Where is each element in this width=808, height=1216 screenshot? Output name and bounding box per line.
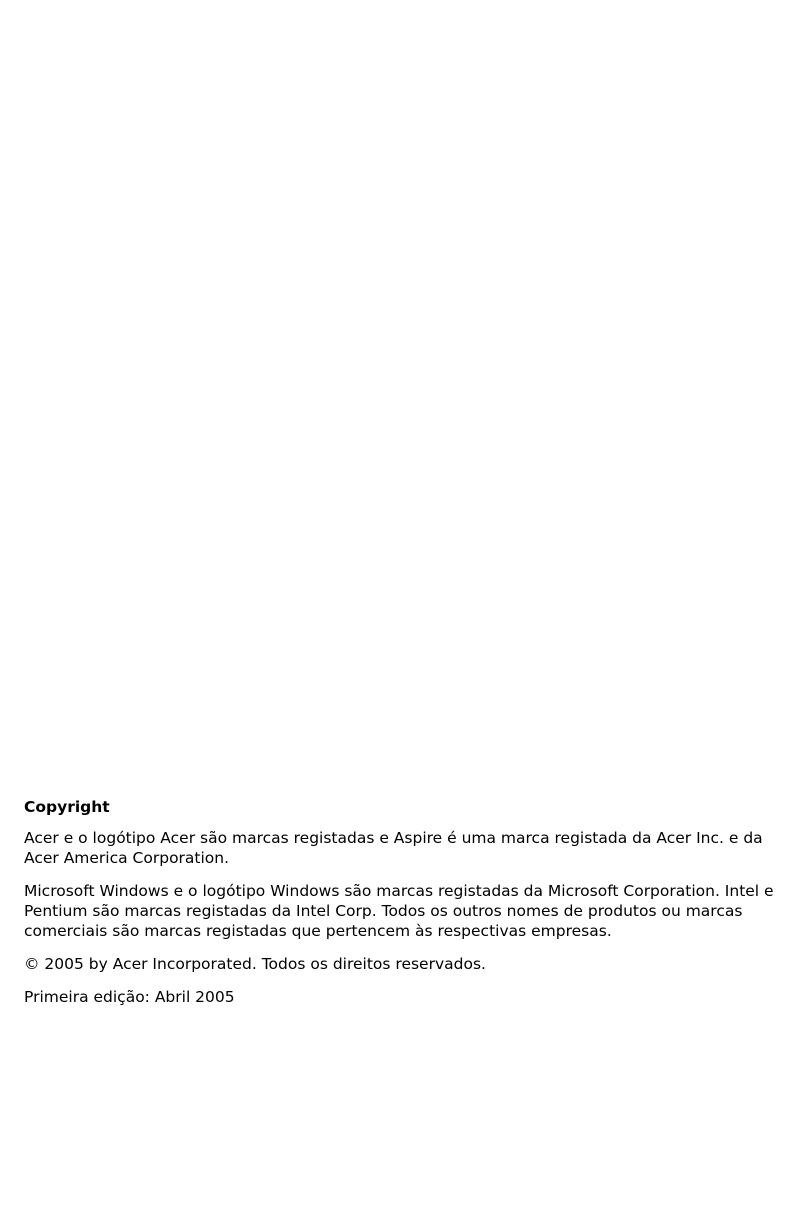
edition-paragraph: Primeira edição: Abril 2005 <box>24 988 235 1006</box>
copyright-section <box>24 796 792 1020</box>
trademark-acer-paragraph: Acer e o logótipo Acer são marcas registadas e Aspire é uma marca registada da Acer Inc. e da Acer America Corporation. <box>24 829 763 867</box>
copyright-heading: Copyright <box>24 798 110 816</box>
trademark-microsoft-intel-paragraph: Microsoft Windows e o logótipo Windows são marcas registadas da Microsoft Corporation. Intel e Pentium são marcas registadas da Intel Corp. Todos os outros nomes de produtos ou marcas comerciais são marcas registadas que pertencem às respectivas empresas. <box>24 882 774 940</box>
copyright-notice-paragraph: © 2005 by Acer Incorporated. Todos os direitos reservados. <box>24 955 486 973</box>
